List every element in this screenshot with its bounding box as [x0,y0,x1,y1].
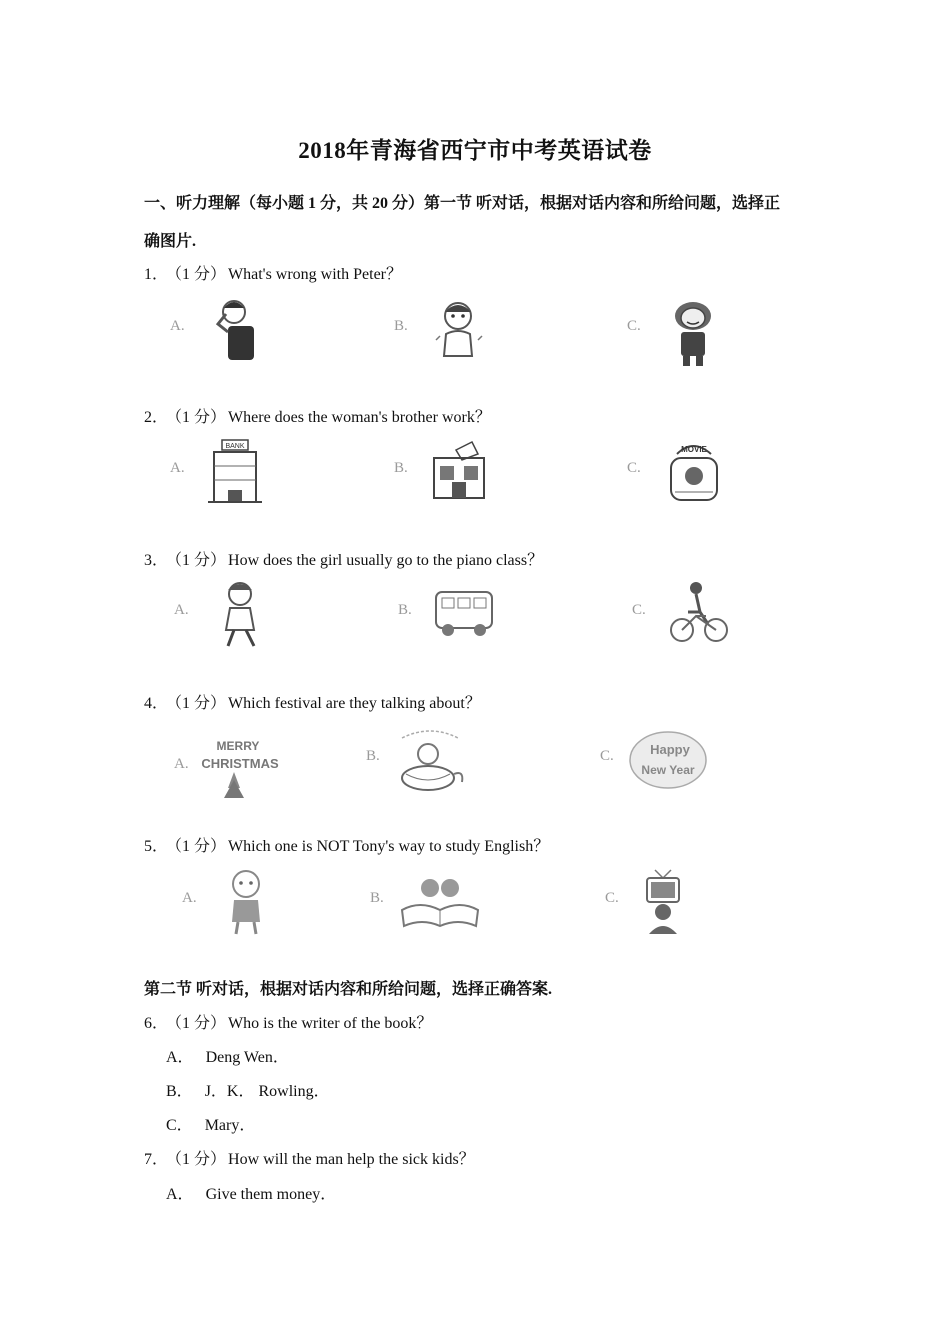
option-letter: B. [398,602,412,618]
question-points: （1 分） [174,409,227,426]
question-number: 5． [144,838,169,855]
person-stomachache-icon [661,294,731,368]
q5-option-a[interactable] [182,866,292,944]
girl-walking-icon [208,578,278,652]
option-letter: B. [394,460,408,476]
happy-text: Happy [650,742,690,757]
option-letter: A. [174,756,189,772]
post-office-icon [428,436,498,508]
option-letter: A. [170,318,185,334]
option-text: Give them money． [205,1186,337,1203]
bus-icon [432,578,502,650]
question-text: Which festival are they talking about？ [228,695,481,712]
reading-book-icon [396,866,486,938]
q1-option-b[interactable] [394,294,504,372]
section1-heading-line1: 一、听力理解（每小题 1 分，共 20 分）第一节 听对话，根据对话内容和所给问题，选择正 [144,195,781,212]
question-7 [144,1146,475,1169]
bicycle-icon [666,578,736,650]
bank-sign: BANK [225,443,245,450]
bank-building-icon [204,436,274,508]
question-points: （1 分） [174,266,227,283]
q3-option-b[interactable] [398,578,508,656]
question-number: 6． [144,1015,169,1032]
option-letter: B. [366,748,380,764]
q2-option-a[interactable] [170,436,280,514]
option-text: Mary． [204,1117,256,1134]
q5-option-c[interactable] [605,866,715,944]
question-3 [144,547,543,570]
movie-sign: MOVIE [681,445,707,454]
option-letter: A. [182,890,197,906]
q4-option-c[interactable] [600,724,720,802]
section2-heading: 第二节 听对话，根据对话内容和所给问题，选择正确答案. [144,981,553,998]
question-number: 2． [144,409,169,426]
question-number: 7． [144,1151,169,1168]
option-letter: C. [600,748,614,764]
q4-option-b[interactable] [366,724,476,802]
question-number: 3． [144,552,169,569]
question-points: （1 分） [174,695,227,712]
q6-option-b[interactable] [166,1078,330,1101]
question-text: Which one is NOT Tony's way to study English？ [228,838,550,855]
q2-option-b[interactable] [394,436,504,514]
option-text: J．K． Rowling． [204,1083,330,1100]
cinema-icon [661,436,731,508]
section1-heading-line2: 确图片. [144,233,197,250]
question-4 [144,690,481,713]
q1-option-c[interactable] [627,294,737,372]
question-text: What's wrong with Peter？ [228,266,402,283]
person-headache-icon [204,294,274,366]
q4-option-a[interactable] [174,732,294,810]
option-text: Deng Wen． [205,1049,289,1066]
q3-option-a[interactable] [174,578,284,656]
option-letter: C. [605,890,619,906]
question-2 [144,404,491,427]
q6-option-a[interactable] [166,1044,289,1067]
q5-option-b[interactable] [370,866,490,944]
christmas-icon [200,732,284,804]
option-letter: C. [627,460,641,476]
q7-option-a[interactable] [166,1181,336,1204]
question-points: （1 分） [174,838,227,855]
option-letter: B. [370,890,384,906]
option-letter: B. [394,318,408,334]
question-number: 4． [144,695,169,712]
question-5 [144,833,549,856]
option-letter: A． [166,1186,194,1203]
question-points: （1 分） [174,1015,227,1032]
question-text: How does the girl usually go to the piano class？ [228,552,544,569]
watching-tv-icon [629,866,699,938]
question-6 [144,1010,432,1033]
christmas-text: CHRISTMAS [201,756,279,771]
q1-option-a[interactable] [170,294,280,372]
option-letter: A. [174,602,189,618]
option-letter: A． [166,1049,194,1066]
question-number: 1． [144,266,169,283]
merry-text: MERRY [216,739,260,753]
new-year-icon [626,724,710,796]
question-text: Where does the woman's brother work？ [228,409,491,426]
q3-option-c[interactable] [632,578,742,656]
question-points: （1 分） [174,1151,227,1168]
lantern-festival-icon [392,724,468,796]
option-letter: C. [627,318,641,334]
option-letter: C． [166,1117,193,1134]
question-points: （1 分） [174,552,227,569]
question-text: How will the man help the sick kids？ [228,1151,475,1168]
q6-option-c[interactable] [166,1112,255,1135]
page-title: 2018年青海省西宁市中考英语试卷 [298,138,652,163]
option-letter: C. [632,602,646,618]
question-text: Who is the writer of the book？ [228,1015,433,1032]
q2-option-c[interactable] [627,436,737,514]
option-letter: B． [166,1083,193,1100]
boy-singing-icon [216,866,286,938]
option-letter: A. [170,460,185,476]
new-year-text: New Year [641,763,695,777]
person-cough-icon [428,294,498,366]
question-1 [144,261,402,284]
